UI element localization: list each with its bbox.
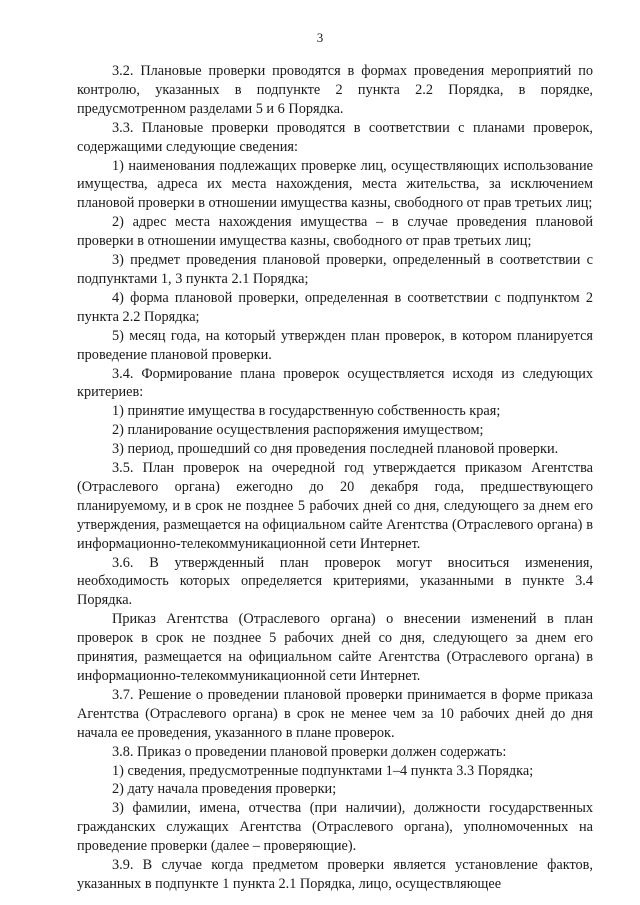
list-item-3-4-2: 2) планирование осуществления распоряжения имуществом; xyxy=(112,422,484,439)
document-body xyxy=(77,62,593,894)
paragraph-3-4: 3.4. Формирование плана проверок осуществляется исходя из следующих критериев: xyxy=(77,365,593,401)
paragraph-3-7: 3.7. Решение о проведении плановой проверки принимается в форме приказа Агентства (Отраслевого органа) в срок не менее чем за 10 рабочих дней до дня начала ее проведения, указанного в плане проверок. xyxy=(77,686,593,741)
list-item-3-3-1: 1) наименования подлежащих проверке лиц, осуществляющих использование имущества, адреса их места нахождения, места жительства, за исключением плановой проверки в отношении имущества казны, свободного от прав третьих лиц; xyxy=(77,157,593,212)
list-item-3-3-4: 4) форма плановой проверки, определенная в соответствии с подпунктом 2 пункта 2.2 Порядка; xyxy=(77,289,593,325)
list-item-3-8-2: 2) дату начала проведения проверки; xyxy=(112,781,337,798)
list-item-3-3-5: 5) месяц года, на который утвержден план проверок, в котором планируется проведение плановой проверки. xyxy=(77,327,593,363)
list-item-3-4-3: 3) период, прошедший со дня проведения последней плановой проверки. xyxy=(112,441,559,458)
paragraph-3-2: 3.2. Плановые проверки проводятся в формах проведения мероприятий по контролю, указанных в подпункте 2 пункта 2.2 Порядка, в порядке, предусмотренном разделами 5 и 6 Порядка. xyxy=(77,63,593,117)
list-item-3-8-1: 1) сведения, предусмотренные подпунктами 1–4 пункта 3.3 Порядка; xyxy=(112,762,534,779)
paragraph-3-6: 3.6. В утвержденный план проверок могут вноситься изменения, необходимость которых определяется критериями, указанными в пункте 3.4 Порядка. xyxy=(77,554,593,609)
paragraph-3-9: 3.9. В случае когда предметом проверки является установление фактов, указанных в подпункте 1 пункта 2.1 Порядка, лицо, осуществляющее xyxy=(77,857,593,892)
list-item-3-4-1: 1) принятие имущества в государственную собственность края; xyxy=(112,403,501,420)
list-item-3-8-3: 3) фамилии, имена, отчества (при наличии), должности государственных гражданских служащих Агентства (Отраслевого органа), уполномоченных на проведение проверки (далее – проверяющие). xyxy=(77,800,593,855)
list-item-3-3-2: 2) адрес места нахождения имущества – в случае проведения плановой проверки в отношении имущества казны, свободного от прав третьих лиц; xyxy=(77,214,593,250)
paragraph-3-6-order: Приказ Агентства (Отраслевого органа) о внесении изменений в план проверок в срок не позднее 5 рабочих дней со дня, следующего за днем его принятия, размещается на официальном сайте Агентства (Отраслевого органа) в информационно-телекоммуникационной сети Интернет. xyxy=(77,611,593,684)
paragraph-3-5: 3.5. План проверок на очередной год утверждается приказом Агентства (Отраслевого органа) ежегодно до 20 декабря года, предшествующего планируемому, и в срок не позднее 5 рабочих дней со дня, следующего за днем его утверждения, размещается на официальном сайте Агентства (Отраслевого органа) в информационно-телекоммуникационной сети Интернет. xyxy=(77,460,593,552)
page-number: 3 xyxy=(316,30,324,45)
paragraph-3-3: 3.3. Плановые проверки проводятся в соответствии с планами проверок, содержащими следующие сведения: xyxy=(77,119,593,155)
paragraph-3-8: 3.8. Приказ о проведении плановой проверки должен содержать: xyxy=(112,743,507,760)
list-item-3-3-3: 3) предмет проведения плановой проверки, определенный в соответствии с подпунктами 1, 3 пункта 2.1 Порядка; xyxy=(77,252,593,287)
